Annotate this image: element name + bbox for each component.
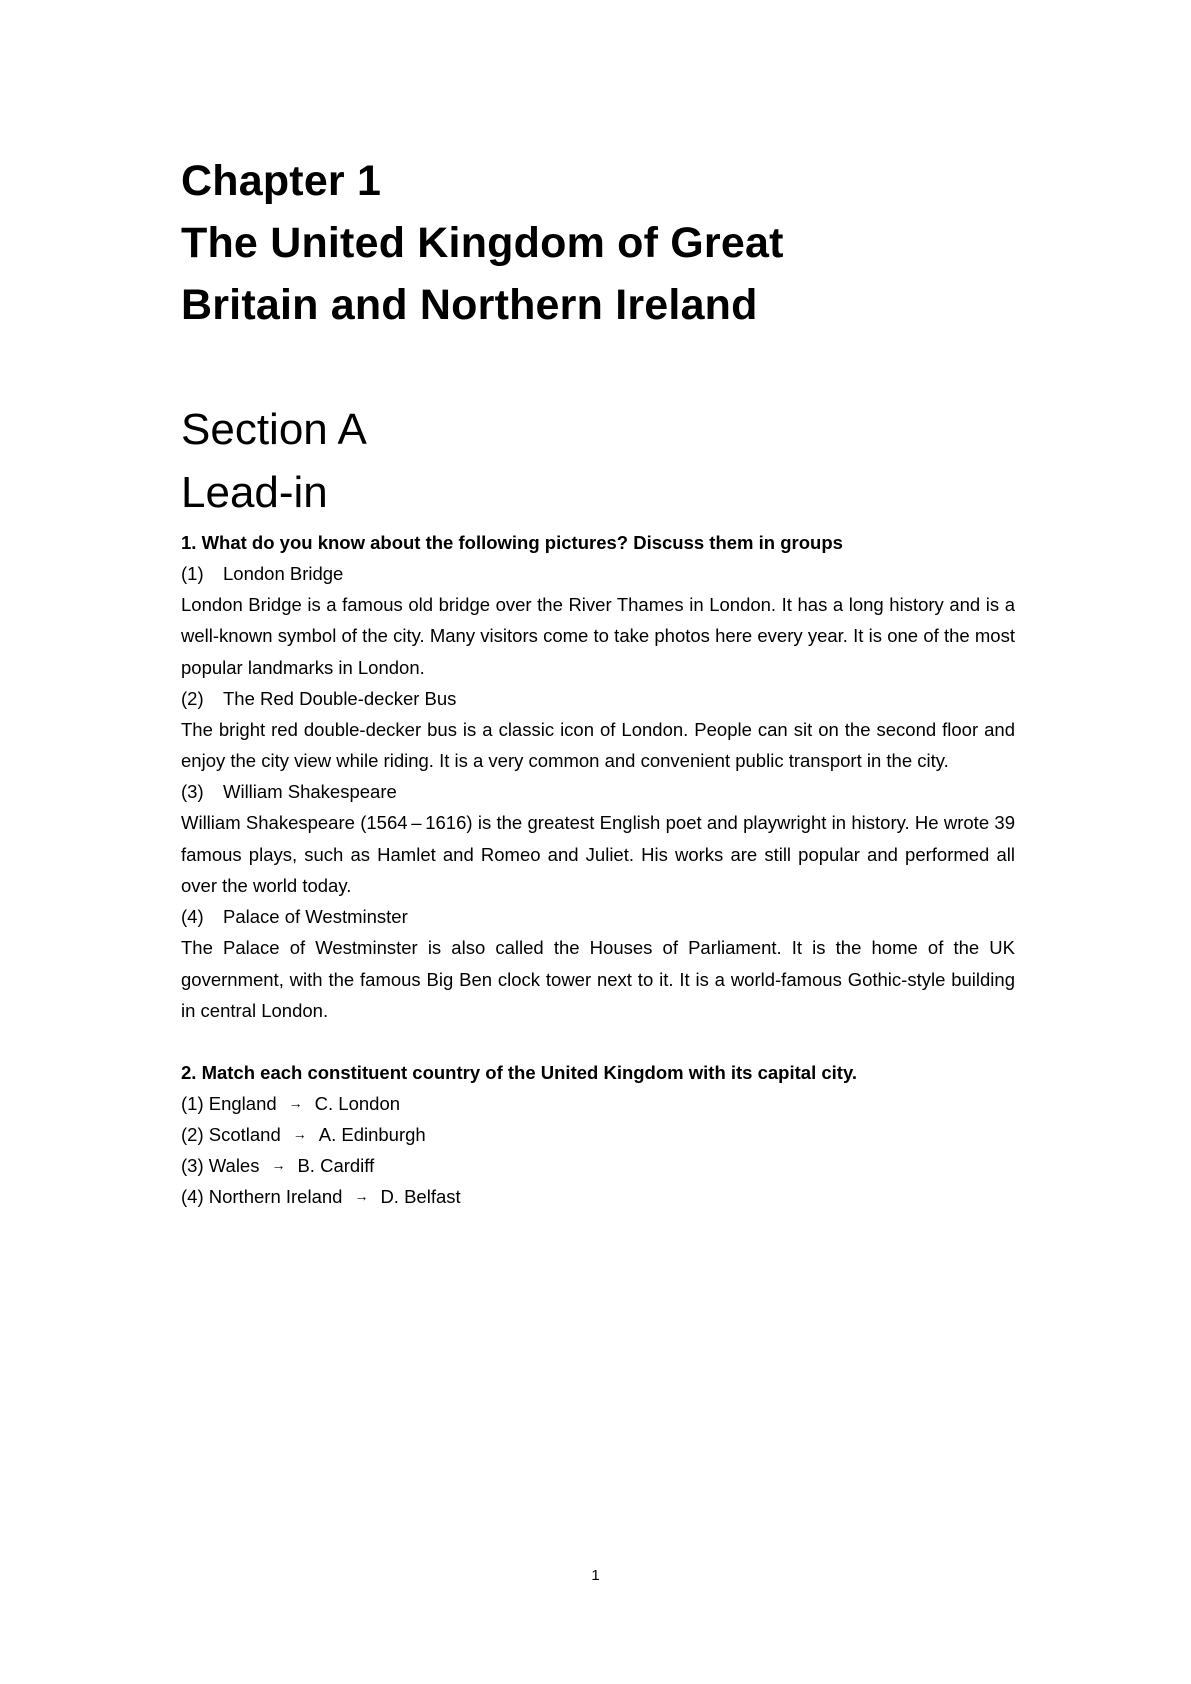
- match-list: [181, 1088, 1015, 1212]
- item-title-text: William Shakespeare: [223, 781, 397, 803]
- question-1: 1. What do you know about the following pictures? Discuss them in groups: [181, 532, 843, 553]
- question-2: 2. Match each constituent country of the United Kingdom with its capital city.: [181, 1062, 857, 1084]
- match-row-scotland: [181, 1119, 1015, 1150]
- match-row-england: [181, 1088, 1015, 1119]
- match-row-northern-ireland: [181, 1181, 1015, 1212]
- picture-item-2: [181, 683, 1015, 777]
- item-title-text: London Bridge: [223, 563, 344, 584]
- section-title: Lead-in: [181, 468, 328, 517]
- right-arrow-icon: →: [292, 1126, 307, 1143]
- picture-item-1: [181, 558, 1015, 683]
- picture-item-description: William Shakespeare (1564 – 1616) is the greatest English poet and playwright in history. He wrote 39 famous plays, such as Hamlet and Romeo and Juliet. His works are still popular and performed all over the world today.: [181, 812, 1015, 897]
- chapter-name-line-2: Britain and Northern Ireland: [181, 281, 758, 329]
- picture-item-title: [181, 901, 1015, 932]
- picture-item-description: The bright red double-decker bus is a classic icon of London. People can sit on the second floor and enjoy the city view while riding. It is a very common and convenient public transport in the city.: [181, 718, 1015, 772]
- right-arrow-icon: →: [354, 1188, 369, 1205]
- item-number: (4): [181, 906, 204, 928]
- item-number: (3): [181, 781, 204, 803]
- right-arrow-icon: →: [271, 1157, 286, 1174]
- picture-item-title: [181, 558, 1015, 589]
- item-title-text: The Red Double-decker Bus: [223, 687, 457, 709]
- picture-item-title: [181, 683, 1015, 714]
- country-label: (1) England: [181, 1093, 277, 1115]
- country-label: (2) Scotland: [181, 1124, 281, 1146]
- picture-item-description: London Bridge is a famous old bridge over the River Thames in London. It has a long history and is a well-known symbol of the city. Many visitors come to take photos here every year. It is one of the most popular landmarks in London.: [181, 594, 1015, 678]
- match-row-wales: [181, 1150, 1015, 1181]
- item-title-text: Palace of Westminster: [223, 906, 408, 928]
- country-label: (4) Northern Ireland: [181, 1186, 343, 1208]
- section-label: Section A: [181, 405, 367, 454]
- capital-label: C. London: [314, 1093, 401, 1115]
- picture-item-4: [181, 901, 1015, 1026]
- document-page: [181, 150, 1015, 1212]
- picture-item-title: [181, 776, 1015, 807]
- item-number: (1): [181, 563, 204, 584]
- chapter-number: Chapter 1: [181, 157, 382, 205]
- country-label: (3) Wales: [181, 1155, 260, 1177]
- right-arrow-icon: →: [288, 1095, 303, 1112]
- capital-label: D. Belfast: [380, 1186, 461, 1208]
- picture-item-3: [181, 776, 1015, 901]
- picture-item-description: The Palace of Westminster is also called the Houses of Parliament. It is the home of the UK government, with the famous Big Ben clock tower next to it. It is a world-famous Gothic-style building in central London.: [181, 937, 1015, 1021]
- chapter-title: [181, 150, 1015, 336]
- item-number: (2): [181, 687, 204, 709]
- section-heading: [181, 398, 1015, 524]
- capital-label: B. Cardiff: [297, 1155, 375, 1177]
- chapter-name-line-1: The United Kingdom of Great: [181, 219, 784, 267]
- capital-label: A. Edinburgh: [318, 1124, 426, 1146]
- page-number: 1: [591, 1567, 600, 1584]
